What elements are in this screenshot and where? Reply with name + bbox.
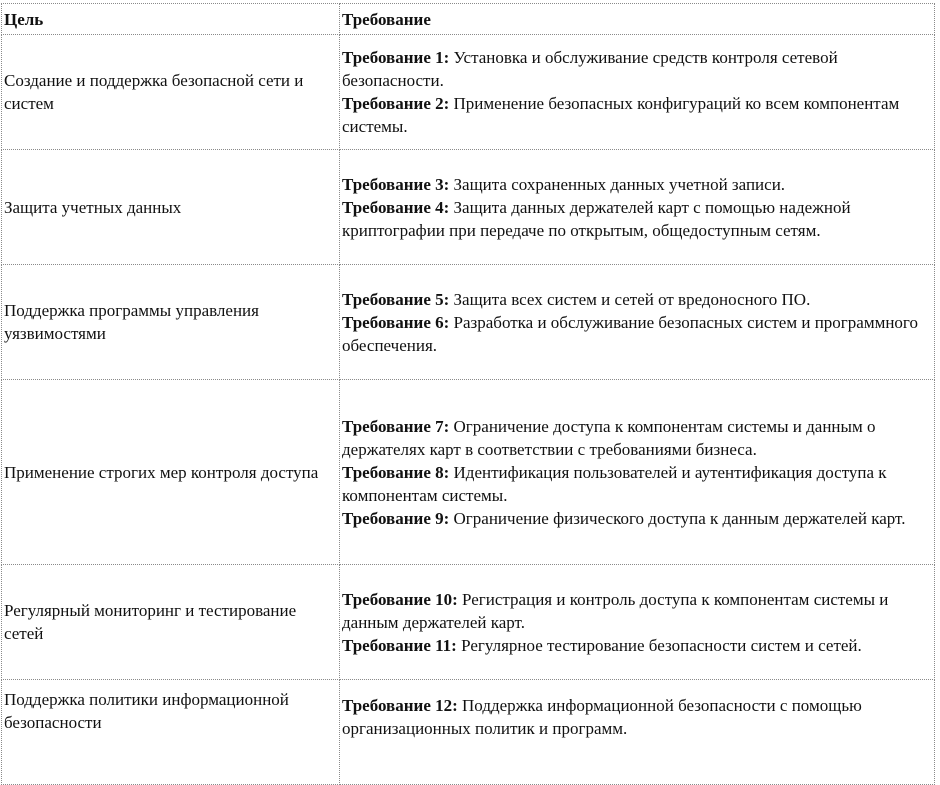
requirement-text: Ограничение доступа к компонентам системы и данным о держателях карт в соответствии с требованиями бизнеса. <box>342 416 876 459</box>
requirement-label: Требование 9: <box>342 508 450 528</box>
requirement-item <box>342 92 932 138</box>
requirement-item <box>342 173 932 196</box>
requirement-text: Регистрация и контроль доступа к компонентам системы и данным держателей карт. <box>342 589 889 632</box>
table-row <box>2 565 935 680</box>
table-row <box>2 150 935 265</box>
table-row <box>2 680 935 785</box>
requirement-label: Требование 5: <box>342 289 450 309</box>
requirement-label: Требование 11: <box>342 635 457 655</box>
requirement-text: Защита всех систем и сетей от вредоносного ПО. <box>449 289 811 309</box>
goal-cell: Применение строгих мер контроля доступа <box>2 380 340 565</box>
requirement-text: Ограничение физического доступа к данным держателей карт. <box>449 508 906 528</box>
requirement-text: Защита сохраненных данных учетной записи. <box>449 174 786 194</box>
requirement-item <box>342 461 932 507</box>
requirements-cell <box>340 35 935 150</box>
goal-cell: Поддержка политики информационной безопасности <box>2 680 340 785</box>
requirements-cell <box>340 150 935 265</box>
requirements-cell <box>340 680 935 785</box>
requirement-text: Регулярное тестирование безопасности систем и сетей. <box>456 635 862 655</box>
requirement-item <box>342 46 932 92</box>
requirement-label: Требование 1: <box>342 48 450 67</box>
requirement-item <box>342 196 932 242</box>
requirement-item <box>342 634 932 657</box>
requirement-item <box>342 311 932 357</box>
requirement-label: Требование 10: <box>342 589 458 609</box>
requirements-table <box>1 3 935 785</box>
table-header-row <box>2 4 935 35</box>
requirement-label: Требование 12: <box>342 696 458 715</box>
goal-cell: Поддержка программы управления уязвимостями <box>2 265 340 380</box>
requirement-label: Требование 4: <box>342 197 450 217</box>
requirement-text: Разработка и обслуживание безопасных систем и программного обеспечения. <box>342 312 918 355</box>
requirement-text: Установка и обслуживание средств контроля сетевой безопасности. <box>342 48 838 90</box>
goal-column-header: Цель <box>2 4 340 35</box>
requirement-label: Требование 2: <box>342 94 450 113</box>
requirement-column-header: Требование <box>340 4 935 35</box>
requirement-label: Требование 8: <box>342 462 450 482</box>
requirement-item <box>342 415 932 461</box>
requirements-cell <box>340 565 935 680</box>
requirement-label: Требование 3: <box>342 174 450 194</box>
goal-cell: Регулярный мониторинг и тестирование сетей <box>2 565 340 680</box>
requirement-text: Применение безопасных конфигураций ко всем компонентам системы. <box>342 94 900 136</box>
goal-cell: Защита учетных данных <box>2 150 340 265</box>
requirement-item <box>342 507 932 530</box>
requirements-cell <box>340 265 935 380</box>
requirement-text: Поддержка информационной безопасности с помощью организационных политик и программ. <box>342 696 862 738</box>
table-row <box>2 380 935 565</box>
requirement-item <box>342 694 932 740</box>
requirements-cell <box>340 380 935 565</box>
requirement-item <box>342 288 932 311</box>
requirement-text: Защита данных держателей карт с помощью надежной криптографии при передаче по открытым, общедоступным сетям. <box>342 197 851 240</box>
goal-cell: Создание и поддержка безопасной сети и систем <box>2 35 340 150</box>
requirement-label: Требование 7: <box>342 416 450 436</box>
requirement-label: Требование 6: <box>342 312 450 332</box>
requirement-text: Идентификация пользователей и аутентификация доступа к компонентам системы. <box>342 462 887 505</box>
table-row <box>2 265 935 380</box>
requirement-item <box>342 588 932 634</box>
table-row <box>2 35 935 150</box>
